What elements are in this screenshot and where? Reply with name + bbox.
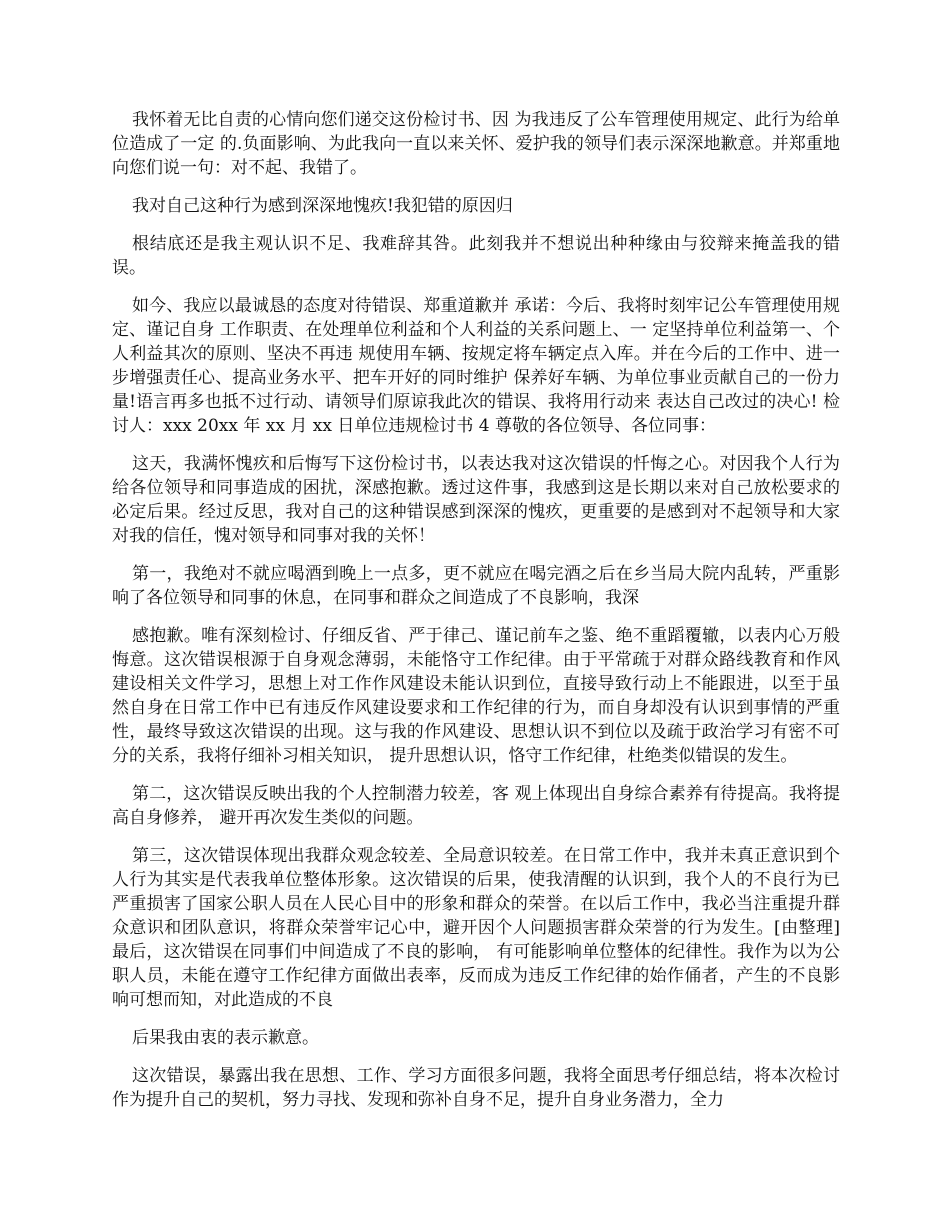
paragraph-1: 我怀着无比自责的心情向您们递交这份检讨书、因 为我违反了公车管理使用规定、此行为给单位造成了一定 的.负面影响、为此我向一直以来关怀、爱护我的领导们表示深深地歉意。并郑重地向您们说一句：对不起、我错了。 <box>112 110 840 178</box>
paragraph-4: 如今、我应以最诚恳的态度对待错误、郑重道歉并 承诺：今后、我将时刻牢记公车管理使用规定、谨记自身 工作职责、在处理单位利益和个人利益的关系问题上、一 定坚持单位利益第一、个人利益其次的原则、坚决不再违 规使用车辆、按规定将车辆定点入库。并在今后的工作中、进一步增强责任心、提高业务水平、把车开好的同时维护 保养好车辆、为单位事业贡献自己的一份力量!语言再多也抵不过行动、请领导们原谅我此次的错误、我将用行动来 表达自己改过的决心! 检讨人：xxx 20xx 年 xx 月 xx 日单位违规检讨书 4 尊敬的各位领导、各位同事： <box>112 296 840 436</box>
document-body <box>112 108 840 1126</box>
paragraph-11: 这次错误，暴露出我在思想、工作、学习方面很多问题，我将全面思考仔细总结，将本次检讨作为提升自己的契机，努力寻找、发现和弥补自身不足，提升自身业务潜力，全力 <box>112 1066 840 1110</box>
paragraph-5: 这天，我满怀愧疚和后悔写下这份检讨书，以表达我对这次错误的忏悔之心。对因我个人行为给各位领导和同事造成的困扰，深感抱歉。透过这件事，我感到这是长期以来对自己放松要求的必定后果。经过反思，我对自己的这种错误感到深深的愧疚，更重要的是感到对不起领导和大家对我的信任，愧对领导和同事对我的关怀！ <box>112 454 840 546</box>
paragraph-3: 根结底还是我主观认识不足、我难辞其咎。此刻我并不想说出种种缘由与狡辩来掩盖我的错误。 <box>112 234 840 278</box>
paragraph-2: 我对自己这种行为感到深深地愧疚!我犯错的原因归 <box>132 196 513 216</box>
paragraph-9: 第三，这次错误体现出我群众观念较差、全局意识较差。在日常工作中，我并未真正意识到个人行为其实是代表我单位整体形象。这次错误的后果，使我清醒的认识到，我个人的不良行为已严重损害了国家公职人员在人民心目中的形象和群众的荣誉。在以后工作中，我必当注重提升群众意识和团队意识，将群众荣誉牢记心中，避开因个人问题损害群众荣誉的行为发生。[由整理] 最后，这次错误在同事们中间造成了不良的影响， 有可能影响单位整体的纪律性。我作为以为公职人员，未能在遵守工作纪律方面做出表率，反而成为违反工作纪律的始作俑者，产生的不良影响可想而知，对此造成的不良 <box>112 846 840 1010</box>
paragraph-6: 第一，我绝对不就应喝酒到晚上一点多，更不就应在喝完酒之后在乡当局大院内乱转，严重影响了各位领导和同事的休息，在同事和群众之间造成了不良影响，我深 <box>112 564 840 608</box>
paragraph-10: 后果我由衷的表示歉意。 <box>132 1028 319 1048</box>
paragraph-7: 感抱歉。唯有深刻检讨、仔细反省、严于律己、谨记前车之鉴、绝不重蹈覆辙，以表内心万般悔意。这次错误根源于自身观念薄弱，未能恪守工作纪律。由于平常疏于对群众路线教育和作风建设相关文件学习，思想上对工作作风建设未能认识到位，直接导致行动上不能跟进，以至于虽然自身在日常工作中已有违反作风建设要求和工作纪律的行为，而自身却没有认识到事情的严重性，最终导致这次错误的出现。这与我的作风建设、思想认识不到位以及疏于政治学习有密不可分的关系，我将仔细补习相关知识， 提升思想认识，恪守工作纪律，杜绝类似错误的发生。 <box>112 626 840 766</box>
paragraph-8: 第二，这次错误反映出我的个人控制潜力较差，客 观上体现出自身综合素养有待提高。我将提高自身修养， 避开再次发生类似的问题。 <box>112 784 840 828</box>
